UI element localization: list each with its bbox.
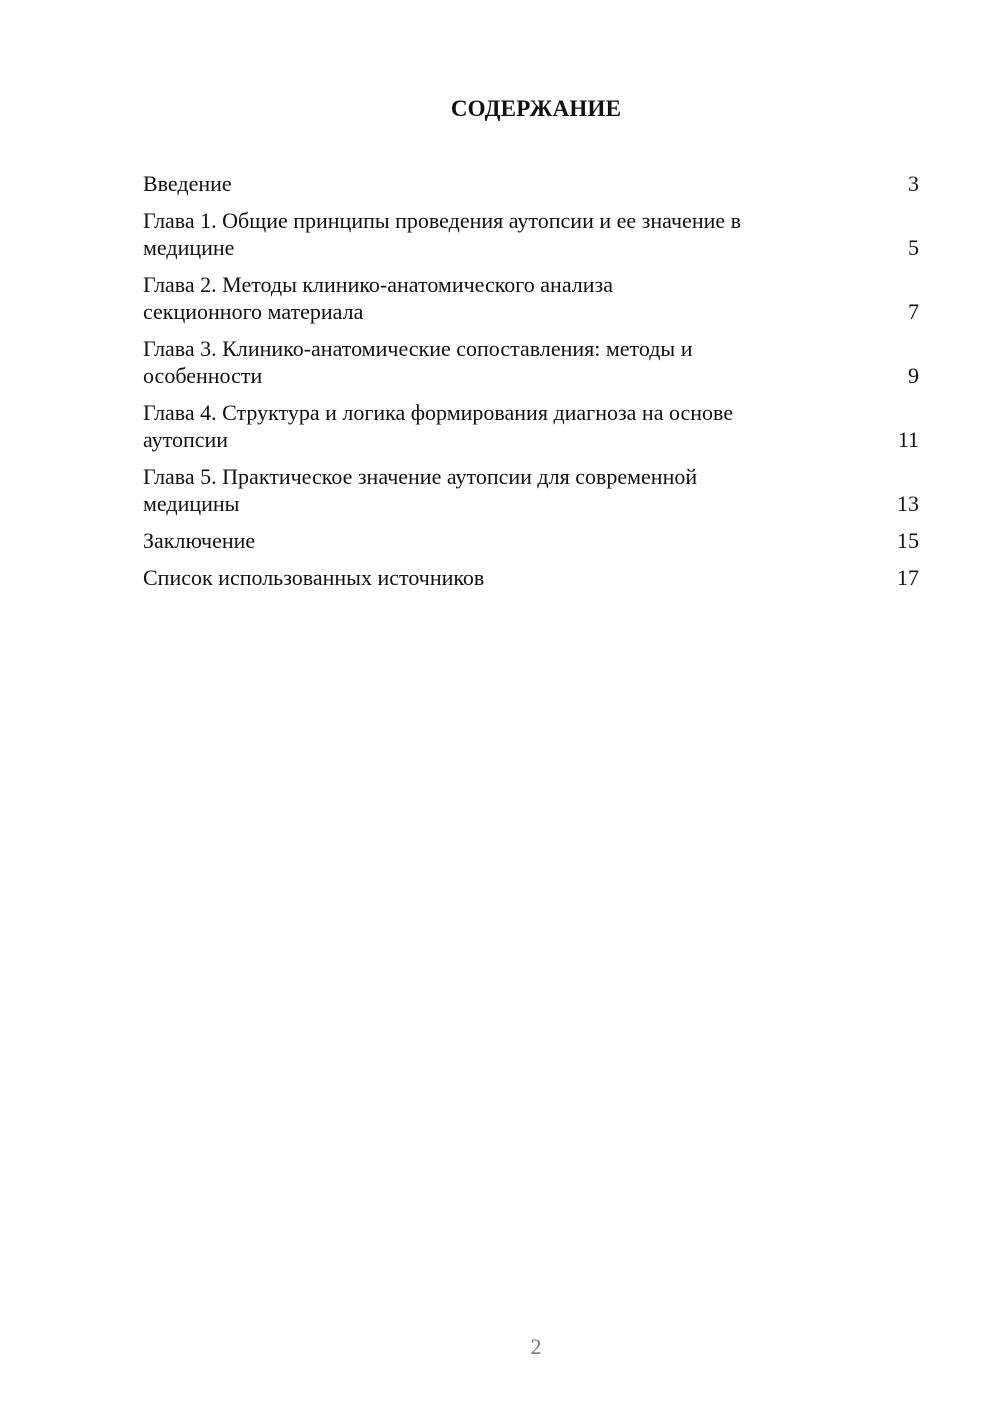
toc-entry-page-number: 13 <box>897 491 919 516</box>
toc-entry-text <box>143 271 889 325</box>
toc-entry-line: секционного материала <box>143 299 364 324</box>
toc-entry-page-number: 17 <box>897 565 919 590</box>
toc-entry-line: Введение <box>143 171 232 196</box>
toc-entry-page-number: 15 <box>897 528 919 553</box>
table-of-contents <box>143 170 919 601</box>
toc-entry-line: особенности <box>143 363 263 388</box>
toc-entry-text <box>143 564 889 591</box>
toc-entry-line: аутопсии <box>143 427 229 452</box>
toc-entry-chapter-3 <box>143 335 919 389</box>
toc-entry-line: Глава 5. Практическое значение аутопсии для современной <box>143 464 698 489</box>
toc-entry-references <box>143 564 919 591</box>
toc-entry-line: Список использованных источников <box>143 565 485 590</box>
toc-entry-line: Заключение <box>143 528 256 553</box>
page-number: 2 <box>530 1334 542 1359</box>
toc-entry-text <box>143 399 889 453</box>
toc-entry-chapter-5 <box>143 463 919 517</box>
toc-entry-page-number: 11 <box>897 427 919 452</box>
toc-entry-line: Глава 3. Клинико-анатомические сопоставления: методы и <box>143 336 693 361</box>
toc-entry-line: Глава 1. Общие принципы проведения аутопсии и ее значение в <box>143 208 742 233</box>
toc-entry-text <box>143 527 889 554</box>
toc-entry-page-number: 9 <box>908 363 919 388</box>
toc-entry-conclusion <box>143 527 919 554</box>
toc-entry-page-number: 5 <box>908 235 919 260</box>
toc-entry-line: Глава 4. Структура и логика формирования диагноза на основе <box>143 400 734 425</box>
toc-entry-line: медицине <box>143 235 235 260</box>
toc-title: СОДЕРЖАНИЕ <box>450 96 622 121</box>
toc-entry-chapter-1 <box>143 207 919 261</box>
toc-entry-line: медицины <box>143 491 240 516</box>
toc-entry-text <box>143 335 889 389</box>
toc-entry-text <box>143 170 889 197</box>
toc-entry-page-number: 3 <box>908 171 919 196</box>
toc-entry-introduction <box>143 170 919 197</box>
toc-entry-text <box>143 463 889 517</box>
toc-entry-line: Глава 2. Методы клинико-анатомического анализа <box>143 272 613 297</box>
toc-entry-text <box>143 207 889 261</box>
toc-entry-chapter-4 <box>143 399 919 453</box>
toc-entry-page-number: 7 <box>908 299 919 324</box>
toc-entry-chapter-2 <box>143 271 919 325</box>
